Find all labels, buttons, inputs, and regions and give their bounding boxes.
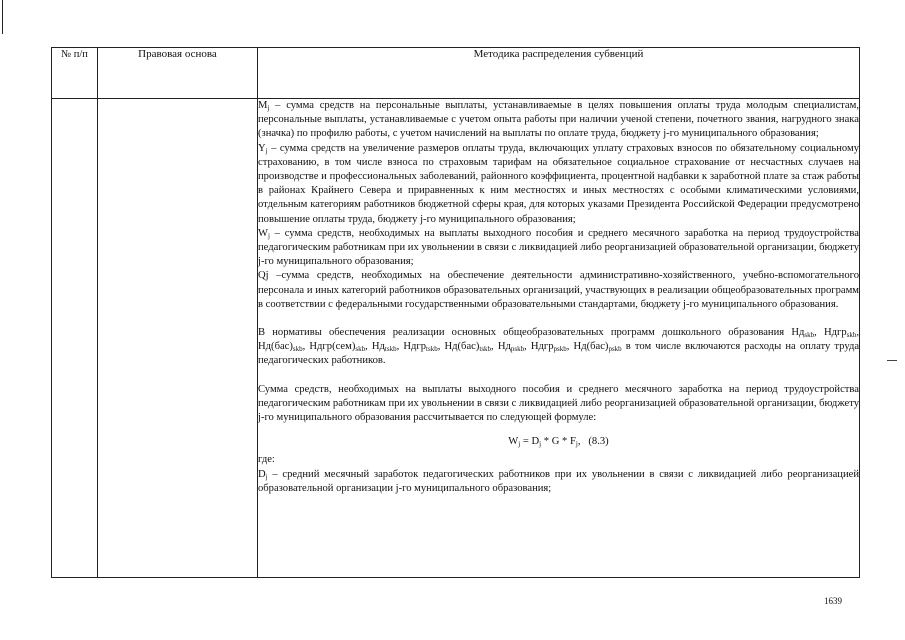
column-header-legal-basis-label: Правовая основа (138, 48, 217, 60)
column-header-legal-basis (98, 48, 258, 99)
row-number-cell (52, 99, 98, 578)
sum-paragraph: Сумма средств, необходимых на выплаты выходного пособия и среднего месячного заработка на период трудоустройства педагогическим работникам при их увольнении в связи с ликвидацией либо реорганизацией образовательной организации, бюджету j-го муниципального образования рассчитывается по следующей формуле: (258, 383, 859, 424)
table-row (52, 99, 860, 578)
column-header-number-label: № п/п (61, 49, 88, 60)
formula-8-3: $W_j = D_j * G * F_j$, (8.3) (508, 436, 609, 449)
legal-basis-cell (98, 99, 258, 578)
norm-term: $Нд_{skb}$ (791, 327, 815, 340)
definition-w: $W_j$ – сумма средств, необходимых на выплаты выходного пособия и среднего месячного заработка на период трудоустройства педагогическим работникам при их увольнении в связи с ликвидацией либо реорганизацией образовательной организации, бюджету j-го муниципального образования; (258, 227, 859, 268)
norm-term: $Нд(бас)_{pskb}$ (573, 341, 622, 354)
norm-term: Ндгр$_{skb}$ (823, 327, 857, 340)
paragraph-gap (258, 312, 859, 326)
subvention-table (51, 47, 860, 578)
norm-terms: $Нд_{skb}$, Ндгр$_{skb}$, $Нд(бас)_{skb}$, $Ндгр(сем)_{skb}$, $Нд_{tskb}$, Ндгр$_{tskb}$, $Нд(бас)_{tskb}$, $Нд_{pskb}$, Ндгр$_{pskb}$, $Нд(бас)_{pskb}$ (258, 327, 860, 354)
norm-term: Ндгр$_{pskb}$ (530, 341, 567, 354)
norm-term: $Нд(бас)_{tskb}$ (444, 341, 492, 354)
scan-edge-mark (2, 0, 3, 34)
paragraph-gap (258, 425, 859, 433)
definition-d: $D_j$ – средний месячный заработок педагогических работников при их увольнении в связи с ликвидацией либо реорганизацией образовательной организации j-го муниципального образования; (258, 468, 859, 494)
methodology-cell (258, 99, 860, 578)
scan-edge-mark (887, 360, 897, 361)
page-number: 1639 (824, 596, 842, 606)
definition-q: Qj –сумма средств, необходимых на обеспечение деятельности административно-хозяйственного, учебно-вспомогательного персонала и иных категорий работников образовательных организаций, участвующих в реализации общеобразовательных программ в соответствии с федеральными государственными образовательными стандартами, бюджету j-го муниципального образования. (258, 270, 859, 310)
column-header-methodology (258, 48, 860, 99)
norms-paragraph: В нормативы обеспечения реализации основных общеобразовательных программ дошкольного образования $Нд_{skb}$, Ндгр$_{skb}$, $Нд(бас)_{skb}$, $Ндгр(сем)_{skb}$, $Нд_{tskb}$, Ндгр$_{tskb}$, $Нд(бас)_{tskb}$, $Нд_{pskb}$, Ндгр$_{pskb}$, $Нд(бас)_{pskb}$ в том числе включаются расходы на оплату труда педагогических работников. (258, 327, 860, 367)
column-header-methodology-label: Методика распределения субвенций (473, 48, 644, 60)
norm-term: $Нд_{pskb}$ (497, 341, 525, 354)
norm-term: Ндгр$_{tskb}$ (403, 341, 438, 354)
formula-number: (8.3) (588, 436, 609, 448)
where-label: где: (258, 454, 275, 466)
norm-term: $Нд(бас)_{skb}$ (258, 341, 303, 354)
definition-y: $Y_j$ – сумма средств на увеличение размеров оплаты труда, включающих уплату страховых взносов по обязательному социальному страхованию, в том числе взноса по страховым тарифам на обязательное социальное страхование от несчастных случаев на производстве и профессиональных заболеваний, районного коэффициента, процентной надбавки к заработной плате за стаж работы в районах Крайнего Севера и приравненных к ним местностях и иных местностях с особыми климатическими условиями, отдельным категориям работников бюджетной сферы края, для которых указами Президента Российской Федерации предусмотрено повышение оплаты труда, бюджету j-го муниципального образования; (258, 142, 859, 225)
norm-term: $Нд_{tskb}$ (371, 341, 397, 354)
norm-term: $Ндгр(сем)_{skb}$ (309, 341, 366, 354)
column-header-number (52, 48, 98, 99)
table-header-row (52, 48, 860, 99)
definition-m: $M_j$ – сумма средств на персональные выплаты, устанавливаемые в целях повышения оплаты труда молодым специалистам, персональные выплаты, устанавливаемые с учетом опыта работы при наличии ученой степени, почетного звания, нагрудного знака (значка) по профилю работы, с учетом начислений на выплаты по оплате труда, бюджету j-го муниципального образования; (258, 100, 859, 140)
paragraph-gap (258, 369, 859, 383)
